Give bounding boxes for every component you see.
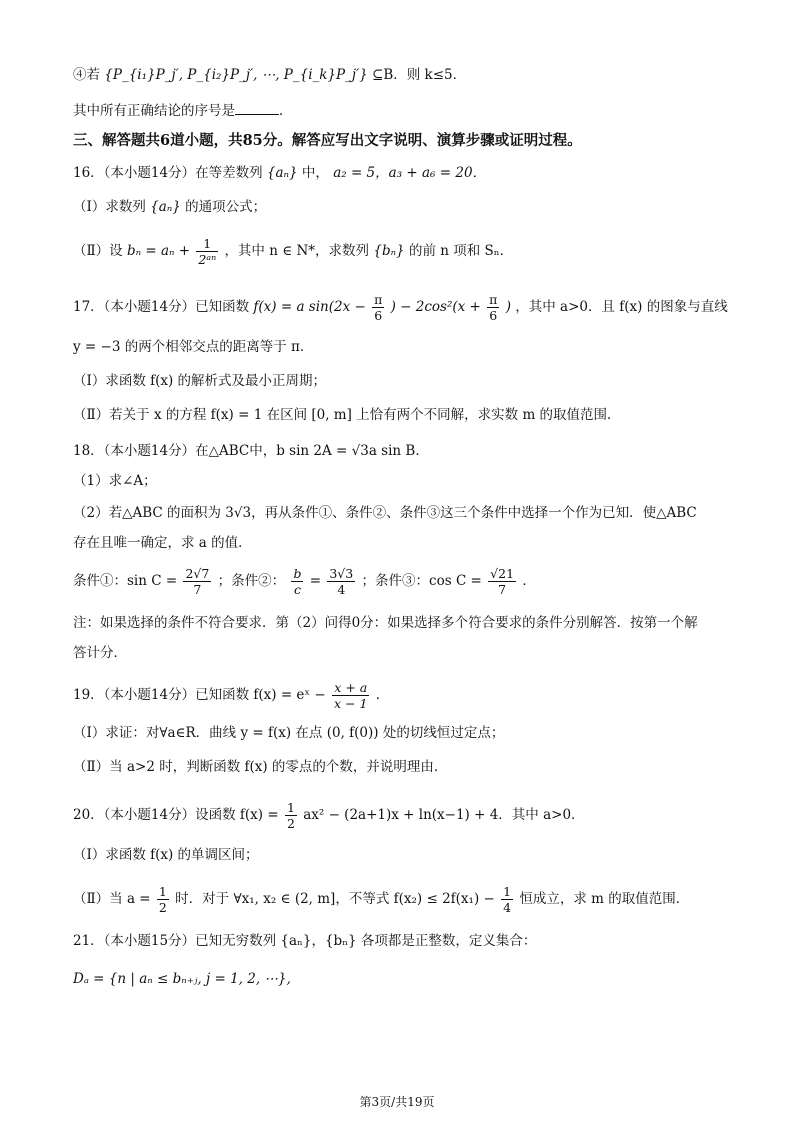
q16-p2-bn: {bₙ} (373, 243, 405, 259)
q18-frac-4-num: √21 (490, 566, 515, 581)
q18-frac-1-den: 7 (193, 582, 202, 597)
q18-cond-2-label: ；条件②： (217, 573, 286, 589)
q18-note-a: 注：如果选择的条件不符合要求．第（2）问得0分：如果选择多个符合要求的条件分别解答．按第一个解 (73, 615, 698, 631)
q20-frac-half-den: 2 (286, 816, 295, 831)
q18-frac-2-num: b (293, 566, 302, 581)
q20-stem-b: ax² − (2a+1)x + ln(x−1) + 4．其中 a>0． (303, 807, 585, 823)
q20-p2-a: （Ⅱ）当 a = (73, 891, 151, 907)
q16-stem (73, 164, 754, 182)
q20-stem (73, 800, 754, 831)
q18-cond-3-label: ；条件③：cos C = (361, 573, 482, 589)
q16-p1-end: 的通项公式； (185, 199, 267, 215)
q16-stem-b: 中， (301, 165, 329, 181)
q18-frac-3-den: 4 (337, 582, 346, 597)
q16-part2 (73, 236, 754, 267)
q20-frac-a-den: 2 (158, 900, 167, 915)
q18-frac-3-num: 3√3 (329, 566, 354, 581)
q16-p2-a: （Ⅱ）设 (73, 243, 123, 259)
q18-frac-4 (488, 566, 516, 597)
q18-part1: （1）求∠A； (73, 473, 157, 489)
q16-part1 (73, 198, 754, 216)
item-4-set: {P_{i₁}P_j′, P_{i₂}P_j′, ⋯, P_{i_k}P_j′} (104, 67, 368, 83)
q16-an: {aₙ} (266, 165, 298, 181)
q18-part2-a: （2）若△ABC 的面积为 3√3，再从条件①、条件②、条件③这三个条件中选择一个作为已知．使△ABC (73, 505, 697, 521)
q17-frac-2-den: 6 (489, 308, 498, 323)
page-footer: 第3页/共19页 (359, 1095, 435, 1109)
section-3-heading: 三、解答题共6道小题，共85分。解答应写出文字说明、演算步骤或证明过程。 (73, 132, 582, 149)
q16-fraction (196, 236, 218, 267)
q16-frac-den: 2ᵃⁿ (198, 252, 217, 267)
q20-frac-quarter-num: 1 (503, 884, 512, 899)
q17-frac-1 (372, 292, 384, 323)
q21-stem: 21．（本小题15分）已知无穷数列 {aₙ}，{bₙ} 各项都是正整数，定义集合： (73, 933, 537, 949)
q17-part2: （Ⅱ）若关于 x 的方程 f(x) = 1 在区间 [0, m] 上恰有两个不同解，求实数 m 的取值范围． (73, 407, 621, 423)
q20-frac-half (285, 800, 297, 831)
q18-cond-1-label: 条件①：sin C = (73, 573, 178, 589)
q16-bn-def: bₙ = aₙ + (126, 243, 191, 259)
q19-stem (73, 680, 754, 711)
q18-conditions: 条件①：sin C = $\frac{2√7}{7}$ ；条件②： $\frac{b}{c}$ = $\frac{3√3}{4}$ ；条件③：cos C = $\frac{√21}{7}$ ． (73, 566, 536, 597)
q19-frac-den: x − 1 (334, 696, 368, 711)
q18-stem: 18．（本小题14分）在△ABC中，b sin 2A = √3a sin B． (73, 443, 429, 459)
q17-frac-2-num: π (489, 292, 498, 307)
q16-stem-a: 16．（本小题14分）在等差数列 (73, 165, 263, 181)
q18-frac-1 (183, 566, 211, 597)
q17-stem-cont: y = −3 的两个相邻交点的距离等于 π． (73, 339, 314, 355)
q16-p2-b: ，其中 n ∈ N*，求数列 (224, 243, 370, 259)
q20-frac-quarter-den: 4 (503, 900, 512, 915)
q20-frac-a-num: 1 (158, 884, 167, 899)
q18-frac-2 (291, 566, 303, 597)
q18-cond-end: ． (522, 573, 536, 589)
q16-p1-an: {aₙ} (150, 199, 181, 215)
q20-frac-quarter (501, 884, 513, 915)
q19-frac-num: x + a (332, 680, 369, 696)
answer-blank (235, 102, 279, 115)
q17-stem-a: 17．（本小题14分）已知函数 (73, 299, 250, 315)
q20-frac-a (157, 884, 169, 915)
fill-prompt-end: ． (279, 103, 293, 119)
q18-frac-4-den: 7 (498, 582, 507, 597)
q17-frac-1-num: π (374, 292, 383, 307)
q16-p1: （Ⅰ）求数列 (73, 199, 146, 215)
q17-frac-2 (487, 292, 499, 323)
fill-prompt (73, 102, 754, 120)
q17-stem-b: ，其中 a>0．且 f(x) 的图象与直线 (515, 299, 728, 315)
q19-part2: （Ⅱ）当 a>2 时，判断函数 f(x) 的零点的个数，并说明理由． (73, 759, 448, 775)
q19-stem-end: ． (375, 687, 390, 703)
q20-p2-c: 恒成立，求 m 的取值范围． (519, 891, 690, 907)
q18-frac-1-num: 2√7 (185, 566, 210, 581)
q16-p2-c: 的前 n 项和 Sₙ． (408, 243, 514, 259)
q19-stem-a: 19．（本小题14分）已知函数 f(x) = eˣ − (73, 687, 326, 703)
item-4-label: ④若 (73, 67, 100, 83)
q18-note-b: 答计分． (73, 645, 127, 661)
item-4-tail: ⊆B．则 k≤5． (372, 67, 467, 83)
q20-part1: （Ⅰ）求函数 f(x) 的单调区间； (73, 847, 259, 863)
q20-part2 (73, 884, 754, 915)
q16-frac-num: 1 (196, 236, 218, 252)
q17-frac-1-den: 6 (374, 308, 383, 323)
q17-f-mid: ) − 2cos²(x + (390, 299, 481, 315)
q18-part2-b: 存在且唯一确定，求 a 的值． (73, 535, 252, 551)
q21-set-def: Dₐ = {n | aₙ ≤ bₙ₊ⱼ, j = 1, 2, ⋯}, (73, 971, 291, 987)
q17-stem (73, 292, 754, 323)
q18-frac-2-den: c (293, 582, 301, 597)
q17-f-a: f(x) = a sin(2x − (253, 299, 366, 315)
q19-part1: （Ⅰ）求证：对∀a∈R．曲线 y = f(x) 在点 (0, f(0)) 处的切线恒过定点； (73, 725, 505, 741)
q18-frac-3 (327, 566, 355, 597)
q20-p2-b: 时．对于 ∀x₁, x₂ ∈ (2, m]，不等式 f(x₂) ≤ 2f(x₁) − (175, 891, 495, 907)
q20-frac-half-num: 1 (286, 800, 295, 815)
q16-cond: a₂ = 5，a₃ + a₆ = 20． (333, 165, 487, 181)
q19-frac (332, 680, 369, 711)
fill-prompt-text: 其中所有正确结论的序号是 (73, 103, 235, 119)
q20-stem-a: 20．（本小题14分）设函数 f(x) = (73, 807, 279, 823)
q17-f-end: ) (505, 299, 511, 315)
item-4 (73, 66, 754, 84)
q17-part1: （Ⅰ）求函数 f(x) 的解析式及最小正周期； (73, 373, 327, 389)
